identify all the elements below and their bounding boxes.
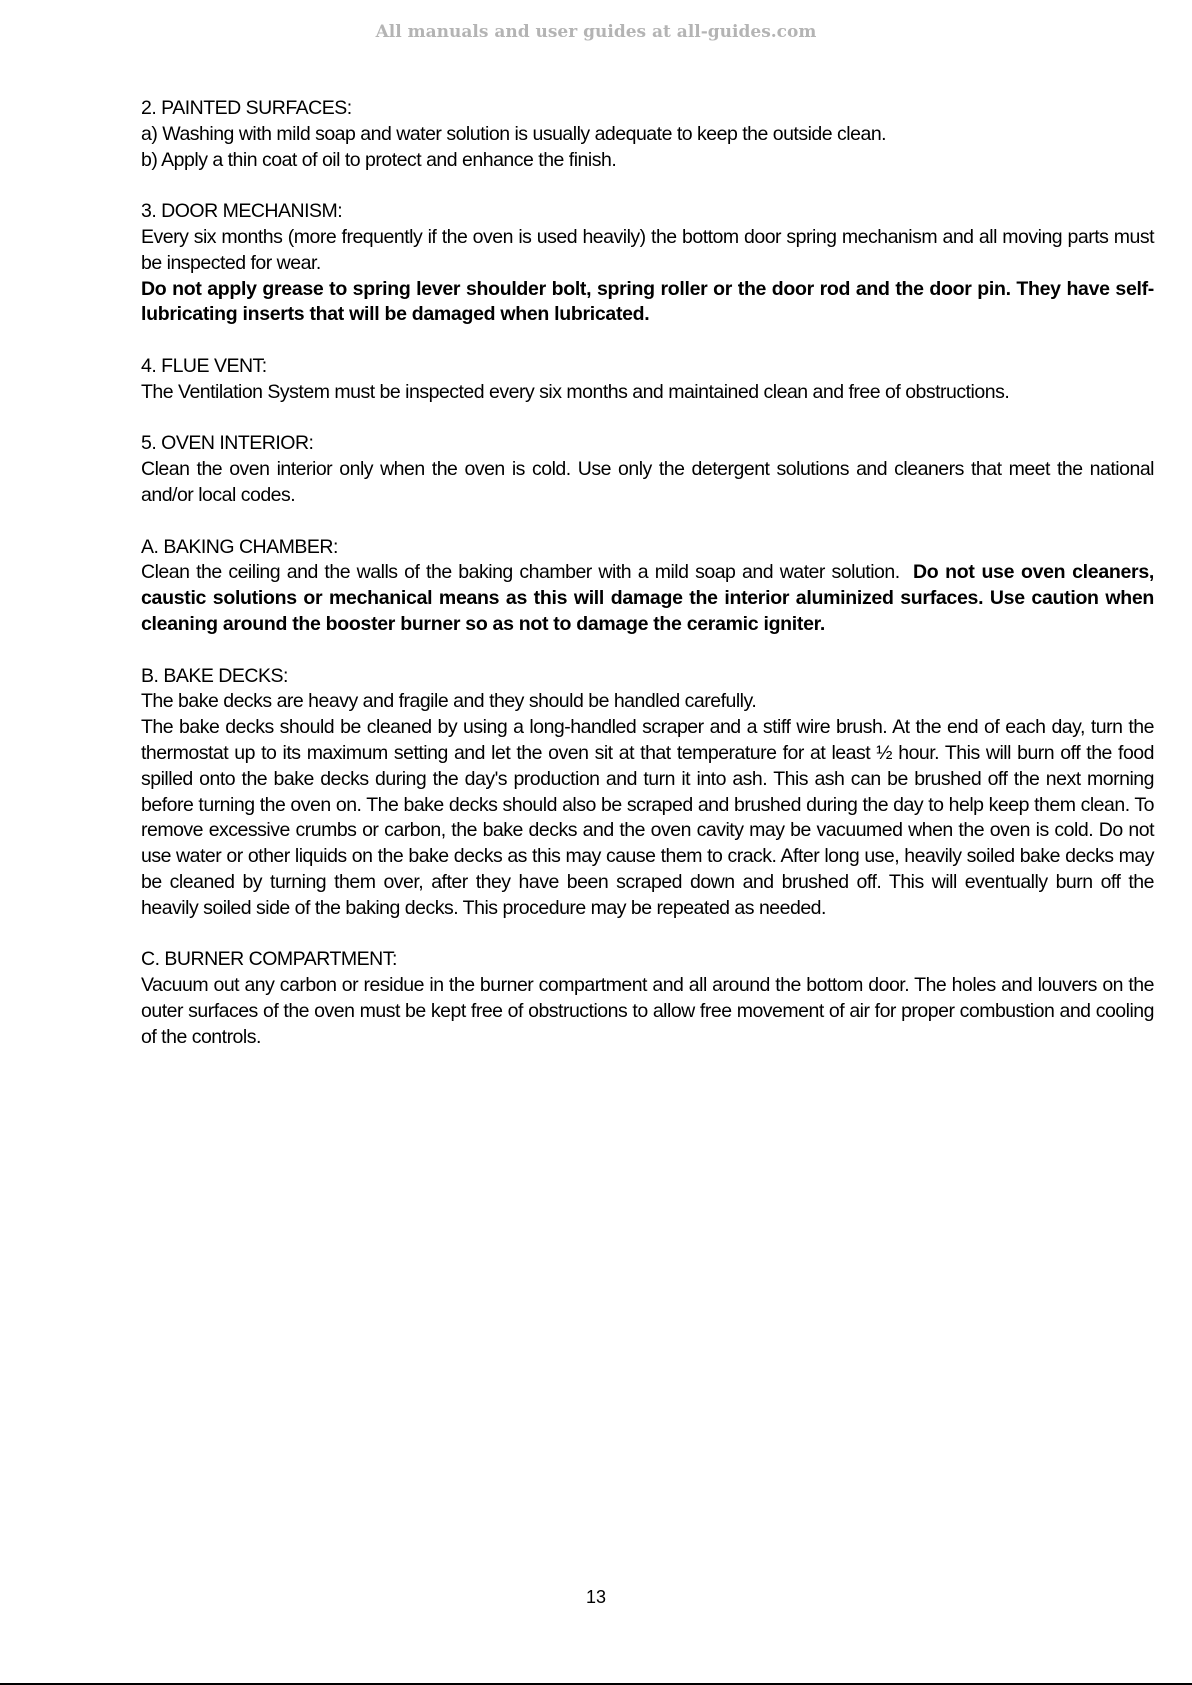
heading-oven-interior: 5. OVEN INTERIOR:: [141, 432, 314, 455]
page-content: [141, 96, 1154, 1076]
section-bake-decks: [141, 664, 1154, 922]
section-burner-compartment: [141, 947, 1154, 1050]
section-baking-chamber: [141, 535, 1154, 638]
baking-text: Clean the ceiling and the walls of the baking chamber with a mild soap and water solution.: [141, 561, 900, 584]
heading-flue-vent: 4. FLUE VENT:: [141, 354, 267, 377]
heading-door-mechanism: 3. DOOR MECHANISM:: [141, 200, 343, 223]
section-oven-interior: [141, 431, 1154, 508]
burner-paragraph: Vacuum out any carbon or residue in the burner compartment and all around the bottom door. The holes and louvers on the outer surfaces of the oven must be kept free of obstructions to allow free movement of air for proper combustion and cooling of the controls.: [141, 974, 1154, 1048]
heading-burner-compartment: C. BURNER COMPARTMENT:: [141, 948, 397, 971]
heading-baking-chamber: [141, 535, 1154, 561]
decks-paragraph-1: The bake decks are heavy and fragile and they should be handled carefully.: [141, 690, 757, 713]
painted-item-a: a) Washing with mild soap and water solution is usually adequate to keep the outside clean.: [141, 122, 887, 145]
door-paragraph: Every six months (more frequently if the oven is used heavily) the bottom door spring mechanism and all moving parts must be inspected for wear.: [141, 225, 1154, 274]
section-door-mechanism: [141, 199, 1154, 328]
heading-baking-chamber-colon: :: [332, 535, 338, 558]
flue-paragraph: The Ventilation System must be inspected every six months and maintained clean and free of obstructions.: [141, 380, 1010, 403]
heading-baking-chamber-text: A. BAKING CHAMBER: [141, 535, 333, 558]
section-flue-vent: [141, 354, 1154, 406]
heading-painted-surfaces: 2. PAINTED SURFACES:: [141, 97, 352, 119]
baking-paragraph: [141, 560, 1154, 637]
section-painted-surfaces: [141, 96, 1154, 173]
heading-bake-decks: B. BAKE DECKS:: [141, 664, 288, 687]
watermark: All manuals and user guides at all-guides.com: [375, 22, 817, 42]
baking-warning: Do not use oven cleaners, caustic solutions or mechanical means as this will damage the interior aluminized surfaces. Use caution when cleaning around the booster burner so as not to damage the ceramic igniter.: [141, 561, 1154, 635]
page-number: 13: [585, 1587, 607, 1607]
painted-item-b: b) Apply a thin coat of oil to protect and enhance the finish.: [141, 148, 617, 171]
decks-paragraph-2: The bake decks should be cleaned by using a long-handled scraper and a stiff wire brush. At the end of each day, turn the thermostat up to its maximum setting and let the oven sit at that temperature for at least ½ hour. This will burn off the food spilled onto the bake decks during the day's production and turn it into ash. This ash can be brushed off the next morning before turning the oven on. The bake decks should also be scraped and brushed during the day to help keep them clean. To remove excessive crumbs or carbon, the bake decks and the oven cavity may be vacuumed when the oven is cold. Do not use water or other liquids on the bake decks as this may cause them to crack. After long use, heavily soiled bake decks may be cleaned by turning them over, after they have been scraped down and brushed off. This will eventually burn off the heavily soiled side of the baking decks. This procedure may be repeated as needed.: [141, 716, 1154, 919]
door-warning: Do not apply grease to spring lever shoulder bolt, spring roller or the door rod and the door pin. They have self-lubricating inserts that will be damaged when lubricated.: [141, 277, 1154, 326]
interior-paragraph: Clean the oven interior only when the oven is cold. Use only the detergent solutions and cleaners that meet the national and/or local codes.: [141, 458, 1154, 506]
